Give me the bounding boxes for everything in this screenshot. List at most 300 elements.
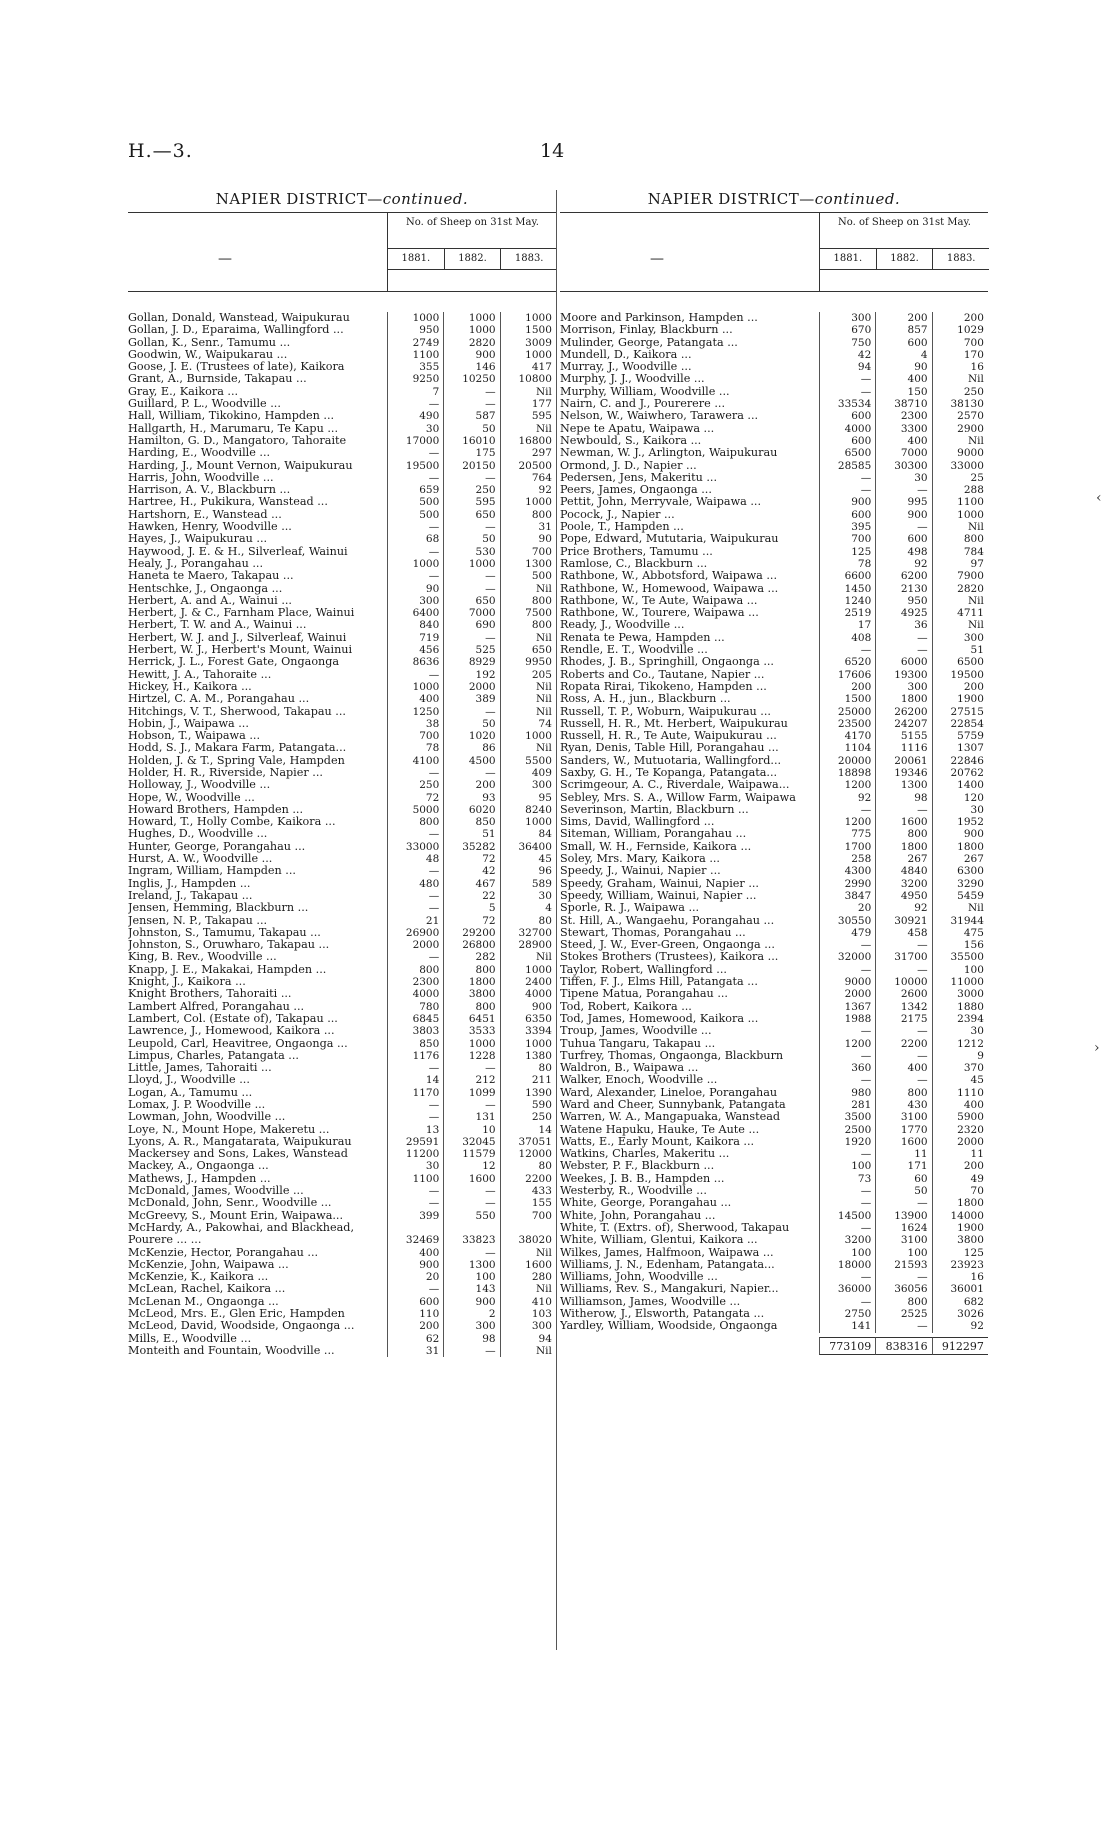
owner-name: Goodwin, W., Waipukarau ... [128, 348, 288, 361]
owner-name: Soley, Mrs. Mary, Kaikora ... [560, 853, 720, 866]
sheep-1883: 125 [932, 1247, 988, 1259]
sheep-1881: — [819, 1025, 875, 1037]
owner-name: Howard Brothers, Hampden ... [128, 803, 304, 816]
sheep-1883: 1000 [500, 496, 556, 508]
sheep-1882: 11579 [443, 1148, 499, 1160]
owner-name: Webster, P. F., Blackburn ... [560, 1160, 715, 1173]
sheep-1881: 141 [819, 1320, 875, 1332]
sheep-1882: 50 [875, 1185, 931, 1197]
sheep-1883: 1600 [500, 1259, 556, 1271]
table-row [128, 1185, 556, 1197]
sheep-1882: 4950 [875, 890, 931, 902]
sheep-1882: 93 [443, 792, 499, 804]
sheep-1881: 3847 [819, 890, 875, 902]
sheep-1883: 409 [500, 767, 556, 779]
sheep-1881: 700 [819, 533, 875, 545]
sheep-1882: 1000 [443, 324, 499, 336]
sheep-1883: 250 [932, 386, 988, 398]
sheep-1881: 33534 [819, 398, 875, 410]
sheep-1883: 205 [500, 669, 556, 681]
table-row [560, 669, 988, 681]
sheep-1883: 2320 [932, 1124, 988, 1136]
sheep-1882: 13900 [875, 1210, 931, 1222]
table-row [560, 1320, 988, 1332]
left-year-1881: 1881. [401, 253, 431, 264]
owner-name: Small, W. H., Fernside, Kaikora ... [560, 840, 752, 853]
table-row [128, 1173, 556, 1185]
table-row [560, 1124, 988, 1136]
table-row [128, 619, 556, 631]
sheep-1882: — [875, 939, 931, 951]
sheep-1883: 2570 [932, 410, 988, 422]
sheep-1882: 8929 [443, 656, 499, 668]
owner-name: Tod, James, Homewood, Kaikora ... [560, 1012, 759, 1025]
owner-name: Lawrence, J., Homewood, Kaikora ... [128, 1025, 335, 1038]
table-row [560, 1259, 988, 1271]
sheep-1883: 211 [500, 1074, 556, 1086]
sheep-1882: 100 [875, 1247, 931, 1259]
sheep-1883: 1800 [932, 1197, 988, 1209]
table-row [560, 779, 988, 791]
table-row [560, 583, 988, 595]
sheep-1882: 30 [875, 472, 931, 484]
table-row [560, 816, 988, 828]
sheep-1881: 110 [387, 1308, 443, 1320]
owner-name: Inglis, J., Hampden ... [128, 877, 251, 890]
sheep-1883: 682 [932, 1296, 988, 1308]
sheep-1883: 92 [500, 484, 556, 496]
table-row [128, 890, 556, 902]
sheep-1883: 410 [500, 1296, 556, 1308]
table-row [128, 632, 556, 644]
owner-name: Severinson, Martin, Blackburn ... [560, 803, 749, 816]
sheep-1883: 16 [932, 361, 988, 373]
sheep-1883: 1900 [932, 1222, 988, 1234]
sheep-1881: 670 [819, 324, 875, 336]
table-row [560, 324, 988, 336]
sheep-1882: 72 [443, 853, 499, 865]
owner-name: Ross, A. H., jun., Blackburn ... [560, 693, 731, 706]
sheep-1881: 68 [387, 533, 443, 545]
right-sheep-count-group [819, 213, 989, 291]
table-row [560, 1271, 988, 1283]
table-row [560, 1296, 988, 1308]
sheep-1883: 7900 [932, 570, 988, 582]
sheep-1882: 6200 [875, 570, 931, 582]
sheep-1882: 36 [875, 619, 931, 631]
sheep-1883: 9950 [500, 656, 556, 668]
owner-name: Speedy, J., Wainui, Napier ... [560, 865, 721, 878]
owner-name: Sporle, R. J., Waipawa ... [560, 902, 700, 915]
table-row [128, 1087, 556, 1099]
sheep-1882: 3800 [443, 988, 499, 1000]
table-row [128, 1271, 556, 1283]
right-title-continued: continued. [814, 190, 901, 208]
sheep-1882: 11 [875, 1148, 931, 1160]
table-row [128, 1234, 556, 1246]
owner-name: Herbert, W. J. and J., Silverleaf, Wainui [128, 631, 347, 644]
owner-name: White, George, Porangahau ... [560, 1197, 732, 1210]
sheep-1883: 1900 [932, 693, 988, 705]
sheep-1882: 1116 [875, 742, 931, 754]
sheep-1881: 11200 [387, 1148, 443, 1160]
sheep-1881: 719 [387, 632, 443, 644]
sheep-1881: 94 [819, 361, 875, 373]
sheep-1881: 1170 [387, 1087, 443, 1099]
table-row [560, 619, 988, 631]
left-table-header [128, 212, 556, 292]
table-row [560, 878, 988, 890]
table-row [128, 1099, 556, 1111]
table-row [560, 730, 988, 742]
sheep-1883: 90 [500, 533, 556, 545]
table-row [128, 693, 556, 705]
sheep-1881: 800 [387, 816, 443, 828]
sheep-1882: 5155 [875, 730, 931, 742]
sheep-1882: 92 [875, 558, 931, 570]
sheep-1881: 1000 [387, 312, 443, 324]
table-row [560, 804, 988, 816]
sheep-1881: 2519 [819, 607, 875, 619]
sheep-1882: 26800 [443, 939, 499, 951]
table-row [560, 312, 988, 324]
left-title-main: NAPIER DISTRICT— [215, 190, 383, 208]
sheep-1883: 1307 [932, 742, 988, 754]
sheep-1882: — [443, 1247, 499, 1259]
sheep-1882: 4 [875, 349, 931, 361]
table-row [128, 1001, 556, 1013]
sheep-1883: 25 [932, 472, 988, 484]
sheep-1883: 80 [500, 1062, 556, 1074]
owner-name: St. Hill, A., Wangaehu, Porangahau ... [560, 914, 775, 927]
owner-name: McKenzie, Hector, Porangahau ... [128, 1246, 319, 1259]
sheep-1882: — [443, 706, 499, 718]
sheep-1883: 6350 [500, 1013, 556, 1025]
sheep-1883: 96 [500, 865, 556, 877]
left-title-continued: continued. [382, 190, 469, 208]
sheep-1883: 300 [500, 1320, 556, 1332]
sheep-1882: 530 [443, 546, 499, 558]
table-row [560, 755, 988, 767]
owner-name: Limpus, Charles, Patangata ... [128, 1049, 299, 1062]
table-row [128, 410, 556, 422]
sheep-1883: Nil [932, 902, 988, 914]
owner-name: Hayes, J., Waipukurau ... [128, 533, 268, 546]
table-row [560, 767, 988, 779]
sheep-1882: — [443, 521, 499, 533]
sheep-1883: 30 [932, 1025, 988, 1037]
table-row [128, 1160, 556, 1172]
sheep-1881: — [819, 804, 875, 816]
sheep-1881: 400 [387, 1247, 443, 1259]
left-sheep-count-group [387, 213, 557, 291]
sheep-1882: 1020 [443, 730, 499, 742]
table-row [560, 398, 988, 410]
owner-name: Mackersey and Sons, Lakes, Wanstead [128, 1148, 348, 1161]
owner-name: Lowman, John, Woodville ... [128, 1111, 286, 1124]
sheep-1881: 500 [387, 496, 443, 508]
right-district-table [560, 190, 988, 1355]
sheep-1882: 212 [443, 1074, 499, 1086]
sheep-1883: 764 [500, 472, 556, 484]
sheep-1883: 1212 [932, 1038, 988, 1050]
sheep-1881: 258 [819, 853, 875, 865]
sheep-1881: 490 [387, 410, 443, 422]
sheep-1883: 200 [932, 312, 988, 324]
sheep-1882: 2200 [875, 1038, 931, 1050]
owner-name: Ormond, J. D., Napier ... [560, 459, 697, 472]
sheep-1882: 143 [443, 1283, 499, 1295]
sheep-1881: — [387, 570, 443, 582]
table-row [128, 570, 556, 582]
sheep-1882: 1342 [875, 1001, 931, 1013]
owner-name: Murphy, William, Woodville ... [560, 385, 730, 398]
sheep-1881: 3200 [819, 1234, 875, 1246]
owner-name: Nairn, C. and J., Pourerere ... [560, 398, 725, 411]
table-row [560, 632, 988, 644]
sheep-1883: 38130 [932, 398, 988, 410]
sheep-1881: 62 [387, 1333, 443, 1345]
table-row [560, 521, 988, 533]
sheep-1883: 1300 [500, 558, 556, 570]
owner-name: Haywood, J. E. & H., Silverleaf, Wainui [128, 545, 348, 558]
sheep-1882: 3200 [875, 878, 931, 890]
table-row [560, 1050, 988, 1062]
owner-name: McGreevy, S., Mount Erin, Waipawa... [128, 1209, 344, 1222]
right-totals-row [560, 1337, 988, 1355]
sheep-1882: 36056 [875, 1283, 931, 1295]
owner-name: Herbert, T. W. and A., Wainui ... [128, 619, 307, 632]
sheep-1882: 1300 [443, 1259, 499, 1271]
sheep-1882: 131 [443, 1111, 499, 1123]
sheep-1883: 800 [932, 533, 988, 545]
table-row [128, 865, 556, 877]
table-row [128, 1197, 556, 1209]
sheep-1883: 1000 [932, 509, 988, 521]
sheep-1883: Nil [500, 706, 556, 718]
sheep-1881: 1988 [819, 1013, 875, 1025]
owner-name: Price Brothers, Tamumu ... [560, 545, 713, 558]
owner-name: Murray, J., Woodville ... [560, 361, 692, 374]
table-row [128, 472, 556, 484]
sheep-1881: 2749 [387, 337, 443, 349]
table-row [560, 460, 988, 472]
sheep-1882: 72 [443, 915, 499, 927]
left-year-1883: 1883. [500, 249, 557, 269]
sheep-1882: — [875, 804, 931, 816]
sheep-1882: 595 [443, 496, 499, 508]
table-row [560, 546, 988, 558]
sheep-1881: 2500 [819, 1124, 875, 1136]
table-row [128, 1320, 556, 1332]
sheep-1882: 857 [875, 324, 931, 336]
sheep-1883: 1029 [932, 324, 988, 336]
table-row [128, 915, 556, 927]
sheep-1882: 30300 [875, 460, 931, 472]
sheep-1881: 3803 [387, 1025, 443, 1037]
owner-name: Hughes, D., Woodville ... [128, 828, 268, 841]
sheep-1883: 92 [932, 1320, 988, 1332]
owner-name: Holloway, J., Woodville ... [128, 779, 271, 792]
sheep-1883: 14 [500, 1124, 556, 1136]
table-row [560, 1148, 988, 1160]
sheep-1882: 2000 [443, 681, 499, 693]
sheep-1883: 1390 [500, 1087, 556, 1099]
sheep-1882: — [875, 644, 931, 656]
sheep-1882: 35282 [443, 841, 499, 853]
owner-name: Ireland, J., Takapau ... [128, 889, 253, 902]
sheep-1883: Nil [500, 632, 556, 644]
sheep-1882: 6451 [443, 1013, 499, 1025]
sheep-1883: 14000 [932, 1210, 988, 1222]
sheep-1881: 200 [387, 1320, 443, 1332]
sheep-1881: — [819, 644, 875, 656]
table-row [560, 1111, 988, 1123]
owner-name: Renata te Pewa, Hampden ... [560, 631, 725, 644]
sheep-1882: 300 [443, 1320, 499, 1332]
sheep-1881: 456 [387, 644, 443, 656]
sheep-1882: 950 [875, 595, 931, 607]
owner-name: Ropata Rirai, Tikokeno, Hampden ... [560, 680, 767, 693]
sheep-1883: Nil [500, 423, 556, 435]
sheep-1883: 22854 [932, 718, 988, 730]
sheep-1881: — [819, 472, 875, 484]
table-row [128, 1283, 556, 1295]
sheep-1883: 1952 [932, 816, 988, 828]
table-row [128, 853, 556, 865]
sheep-1881: 1500 [819, 693, 875, 705]
sheep-1881: 750 [819, 337, 875, 349]
table-row [128, 939, 556, 951]
sheep-1881: 250 [387, 779, 443, 791]
owner-name: Lomax, J. P. Woodville ... [128, 1099, 266, 1111]
table-row [560, 718, 988, 730]
sheep-1881: 1200 [819, 1038, 875, 1050]
sheep-1883: 31944 [932, 915, 988, 927]
sheep-1883: 400 [932, 1099, 988, 1111]
table-row [128, 1148, 556, 1160]
table-row [560, 447, 988, 459]
sheep-1883: 280 [500, 1271, 556, 1283]
owner-name: Loye, N., Mount Hope, Makeretu ... [128, 1123, 330, 1136]
table-row [128, 337, 556, 349]
sheep-1882: 650 [443, 595, 499, 607]
sheep-1882: 51 [443, 828, 499, 840]
sheep-1881: 355 [387, 361, 443, 373]
sheep-1882: 1228 [443, 1050, 499, 1062]
owner-name: Scrimgeour, A. C., Riverdale, Waipawa... [560, 779, 790, 792]
sheep-1881: — [819, 1296, 875, 1308]
sheep-1881: — [819, 386, 875, 398]
table-row [560, 410, 988, 422]
left-table-body [128, 312, 556, 1357]
sheep-1882: 1000 [443, 312, 499, 324]
owner-name: Moore and Parkinson, Hampden ... [560, 312, 758, 324]
table-row [560, 496, 988, 508]
sheep-1882: — [443, 583, 499, 595]
owner-name: Hobson, T., Waipawa ... [128, 730, 261, 743]
sheep-1883: 1110 [932, 1087, 988, 1099]
sheep-1882: 600 [875, 337, 931, 349]
sheep-1882: — [875, 1320, 931, 1332]
table-row [128, 521, 556, 533]
sheep-1882: 800 [443, 1001, 499, 1013]
sheep-1881: 125 [819, 546, 875, 558]
sheep-1881: 600 [819, 410, 875, 422]
owner-name: Tuhua Tangaru, Takapau ... [560, 1037, 716, 1050]
sheep-1883: 2000 [932, 1136, 988, 1148]
owner-name: Williams, Rev. S., Mangakuri, Napier... [560, 1283, 779, 1296]
sheep-1883: 16 [932, 1271, 988, 1283]
table-row [128, 718, 556, 730]
owner-name: Russell, H. R., Te Aute, Waipukurau ... [560, 730, 777, 743]
table-row [128, 1136, 556, 1148]
sheep-1882: 16010 [443, 435, 499, 447]
page-number: 14 [540, 140, 565, 162]
table-row [560, 607, 988, 619]
owner-name: Peers, James, Ongaonga ... [560, 484, 712, 497]
sheep-1883: 370 [932, 1062, 988, 1074]
sheep-1881: 1920 [819, 1136, 875, 1148]
sheep-1883: 4000 [500, 988, 556, 1000]
table-row [560, 915, 988, 927]
sheep-1882: 98 [443, 1333, 499, 1345]
table-row [560, 693, 988, 705]
sheep-1881: 399 [387, 1210, 443, 1222]
table-row [128, 398, 556, 410]
sheep-1882: 600 [875, 533, 931, 545]
owner-name: Taylor, Robert, Wallingford ... [560, 963, 727, 976]
table-row [560, 939, 988, 951]
owner-name: Hurst, A. W., Woodville ... [128, 853, 273, 866]
sheep-1882: 800 [875, 1296, 931, 1308]
owner-name: Rhodes, J. B., Springhill, Ongaonga ... [560, 656, 774, 669]
sheep-1882: — [875, 632, 931, 644]
owner-name: White, William, Glentui, Kaikora ... [560, 1234, 758, 1247]
sheep-1883: 288 [932, 484, 988, 496]
sheep-1881: 2000 [387, 939, 443, 951]
table-row [560, 386, 988, 398]
sheep-1881: 500 [387, 509, 443, 521]
sheep-1881: 72 [387, 792, 443, 804]
table-row [128, 816, 556, 828]
sheep-1883: Nil [500, 1247, 556, 1259]
sheep-1883: 200 [932, 681, 988, 693]
sheep-1881: — [387, 447, 443, 459]
sheep-1881: 100 [819, 1160, 875, 1172]
sheep-1881: 38 [387, 718, 443, 730]
sheep-1883: 800 [500, 619, 556, 631]
table-row [128, 804, 556, 816]
owner-name: Ready, J., Woodville ... [560, 619, 685, 632]
owner-name: Murphy, J. J., Woodville ... [560, 373, 705, 386]
sheep-1883: 156 [932, 939, 988, 951]
owner-name: Knight Brothers, Tahoraiti ... [128, 988, 292, 1001]
sheep-1881: 73 [819, 1173, 875, 1185]
sheep-1882: 32045 [443, 1136, 499, 1148]
sheep-1883: 74 [500, 718, 556, 730]
sheep-1881: 32469 [387, 1234, 443, 1246]
table-row [560, 484, 988, 496]
sheep-1881: — [387, 767, 443, 779]
right-table-body [560, 312, 988, 1333]
sheep-1883: 30 [500, 890, 556, 902]
owner-name: Lloyd, J., Woodville ... [128, 1074, 250, 1087]
sheep-1883: 9 [932, 1050, 988, 1062]
right-year-1881: 1881. [833, 253, 863, 264]
sheep-1882: 50 [443, 718, 499, 730]
table-row [128, 1013, 556, 1025]
